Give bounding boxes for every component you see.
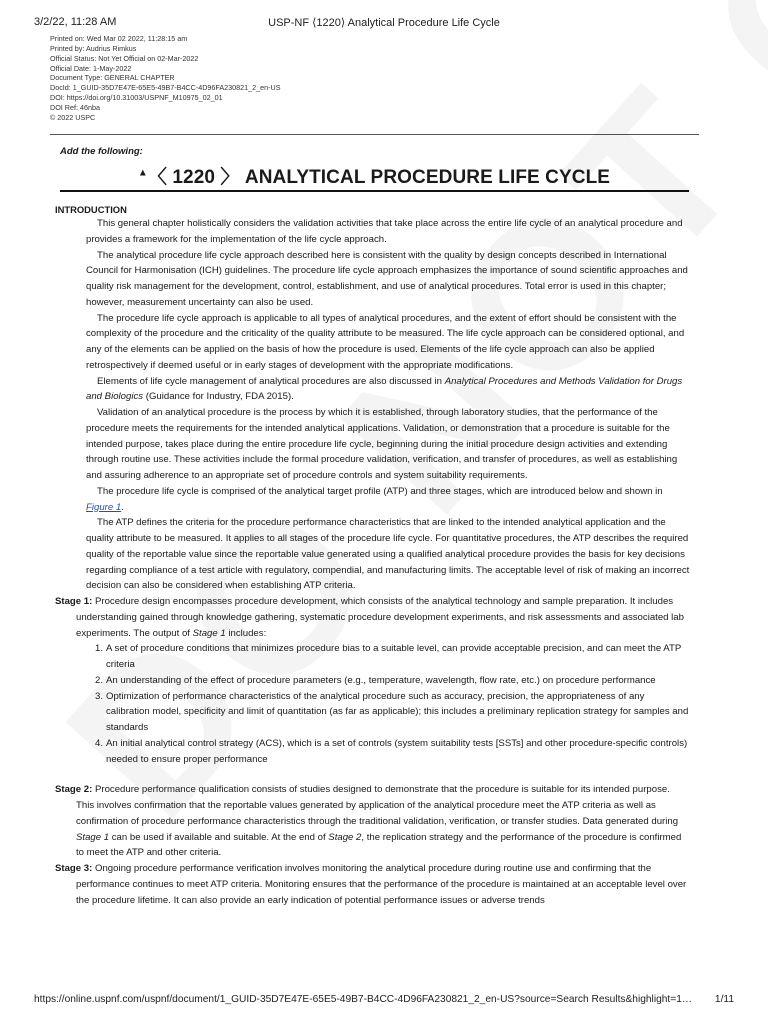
print-footer [34, 994, 734, 1005]
meta-line: DOI Ref: 46nba [50, 102, 100, 112]
paragraph: Elements of life cycle management of analytical procedures are also discussed in Analytical Procedures and Methods Validation for Drugs and Biologics (Guidance for Industry, FDA 2015). [86, 375, 683, 403]
meta-line: DocId: 1_GUID-35D7E47E-65E5-49B7-B4CC-4D96FA230821_2_en-US [50, 83, 281, 93]
chapter-title-text: 〈 1220 〉 ANALYTICAL PROCEDURE LIFE CYCLE [147, 167, 611, 188]
paragraph: This general chapter holistically considers the validation activities that take place across the entire life cycle of an analytical procedure and provides a framework for the implementation of the life cycle approach. [86, 218, 683, 245]
meta-line: Official Date: 1-May-2022 [50, 63, 132, 73]
meta-line: © 2022 USPC [50, 112, 96, 122]
figure-1-link[interactable]: Figure 1 [86, 501, 122, 513]
paragraph: The ATP defines the criteria for the procedure performance characteristics that are linked to the intended analytical application and the quality attribute to be measured. It applies to all stages of the procedure life cycle. For quantitative procedures, the ATP describes the required quality of the reportable value since the reportable value generated using a qualified analytical procedure provides the basis for key decisions regarding compliance of a test article with regulatory, compendial, and manufacturing limits. The acceptable level of risk of making an incorrect decision can also be considered when establishing ATP criteria. [86, 517, 690, 592]
stage-label: Stage 2: [55, 784, 93, 796]
print-datetime: 3/2/22, 11:28 AM [34, 16, 117, 28]
meta-line: Printed on: Wed Mar 02 2022, 11:28:15 am [50, 34, 188, 43]
meta-line: Printed by: Audrius Rimkus [50, 43, 137, 53]
stage-1-list [55, 641, 690, 767]
paragraph: The procedure life cycle approach is applicable to all types of analytical procedures, and the extent of effort should be consistent with the complexity of the procedure and the criticality of the quality attribute to be measured. The life cycle approach can be considered optional, and any of the elements can be applied on the basis of how the procedure is used. Elements of the life cycle approach can also be applied retrospectively if deemed useful or in early stages of development with the appropriate modifications. [86, 312, 685, 371]
section-heading: INTRODUCTION [55, 204, 127, 215]
stage-2: Stage 2: Procedure performance qualification consists of studies designed to demonstrate that the procedure is suitable for its intended purpose. This involves confirmation that the reportable values generated by application of the analytical procedure meet the ATP criteria as well as confirmation of procedure performance characteristics through the traditional validation, verification, or transfer studies. Data generated during Stage 1 can be used if available and suitable. At the end of Stage 2, the replication strategy and the performance of the procedure is confirmed to meet the ATP and other criteria. [55, 784, 682, 859]
stage-1: Stage 1: Procedure design encompasses procedure development, which consists of the analytical technology and sample preparation. It includes understanding gained through knowledge gathering, systematic procedure development experiments, and risk assessments and associated lab experiments. The output of Stage 1 includes: [55, 596, 684, 639]
meta-line: DOI: https://doi.org/10.31003/USPNF_M10975_02_01 [50, 93, 223, 103]
divider [50, 134, 699, 135]
guidance-title: Analytical Procedures and Methods Validation for Drugs and Biologics [86, 375, 683, 403]
stage-label: Stage 3: [55, 863, 93, 874]
chapter-body [55, 203, 690, 908]
add-following-note: Add the following: [60, 146, 143, 157]
paragraph: The analytical procedure life cycle approach described here is consistent with the quality by design concepts described in International Council for Harmonisation (ICH) guidelines. The procedure life cycle approach emphasizes the importance of sound scientific approaches and quality risk management for the development, control, establishment, and use of analytical procedures. Total error is used in this chapter; however, measurement uncertainty can also be used. [86, 249, 688, 308]
page-url: https://online.uspnf.com/uspnf/document/1_GUID-35D7E47E-65E5-49B7-B4CC-4D96FA230821_2_en-US?source=Search Results&highlight=1… [34, 994, 693, 1005]
paragraph: Validation of an analytical procedure is the process by which it is established, through laboratory studies, that the performance of the procedure meets the requirements for the intended analytical applications. Validation, or demonstration that a procedure is suitable for the intended purpose, takes place during the entire procedure life cycle, beginning during the initial procedure design activities and extending through routine use. These activities include the formal procedure validation, verification, and transfer of procedures, as well as establishing and assuring adherence to an appropriate set of procedure controls and system suitability requirements. [86, 407, 678, 481]
print-page-title: USP-NF ⟨1220⟩ Analytical Procedure Life Cycle [268, 17, 500, 29]
meta-line: Document Type: GENERAL CHAPTER [50, 73, 175, 83]
chapter-title [0, 162, 748, 189]
page-number: 1/11 [714, 994, 734, 1005]
meta-line: Official Status: Not Yet Official on 02-Mar-2022 [50, 53, 199, 63]
stage-3: Stage 3: Ongoing procedure performance verification involves monitoring the analytical procedure during routine use and confirming that the performance continues to meet ATP criteria. Monitoring ensures that the performance of the procedure is maintained at an acceptable level over the procedure lifetime. It can also provide an early indication of potential performance issues or adverse trends [55, 863, 687, 906]
print-header [34, 16, 734, 30]
list-item: 4. An initial analytical control strategy (ACS), which is a set of controls (system suitability tests [SSTs] and other procedure-specific controls) needed to ensure proper performance [95, 737, 688, 765]
list-item: 2. An understanding of the effect of procedure parameters (e.g., temperature, wavelength, flow rate, etc.) on procedure performance [95, 674, 656, 686]
revision-marker: ▲ [137, 167, 148, 179]
list-item: 3. Optimization of performance characteristics of the analytical procedure such as accuracy, precision, the appropriateness of any calibration model, specificity and limit of quantitation (as far as applicable); this includes a preliminary replication strategy for samples and standards [95, 690, 689, 733]
paragraph: The procedure life cycle is comprised of the analytical target profile (ATP) and three stages, which are introduced below and shown in Figure 1. [86, 485, 663, 513]
document-metadata [50, 34, 281, 123]
stage-label: Stage 1: [55, 596, 93, 607]
title-underline [60, 190, 689, 192]
list-item: 1. A set of procedure conditions that minimizes procedure bias to a suitable level, can provide acceptable precision, and can meet the ATP criteria [95, 643, 682, 670]
